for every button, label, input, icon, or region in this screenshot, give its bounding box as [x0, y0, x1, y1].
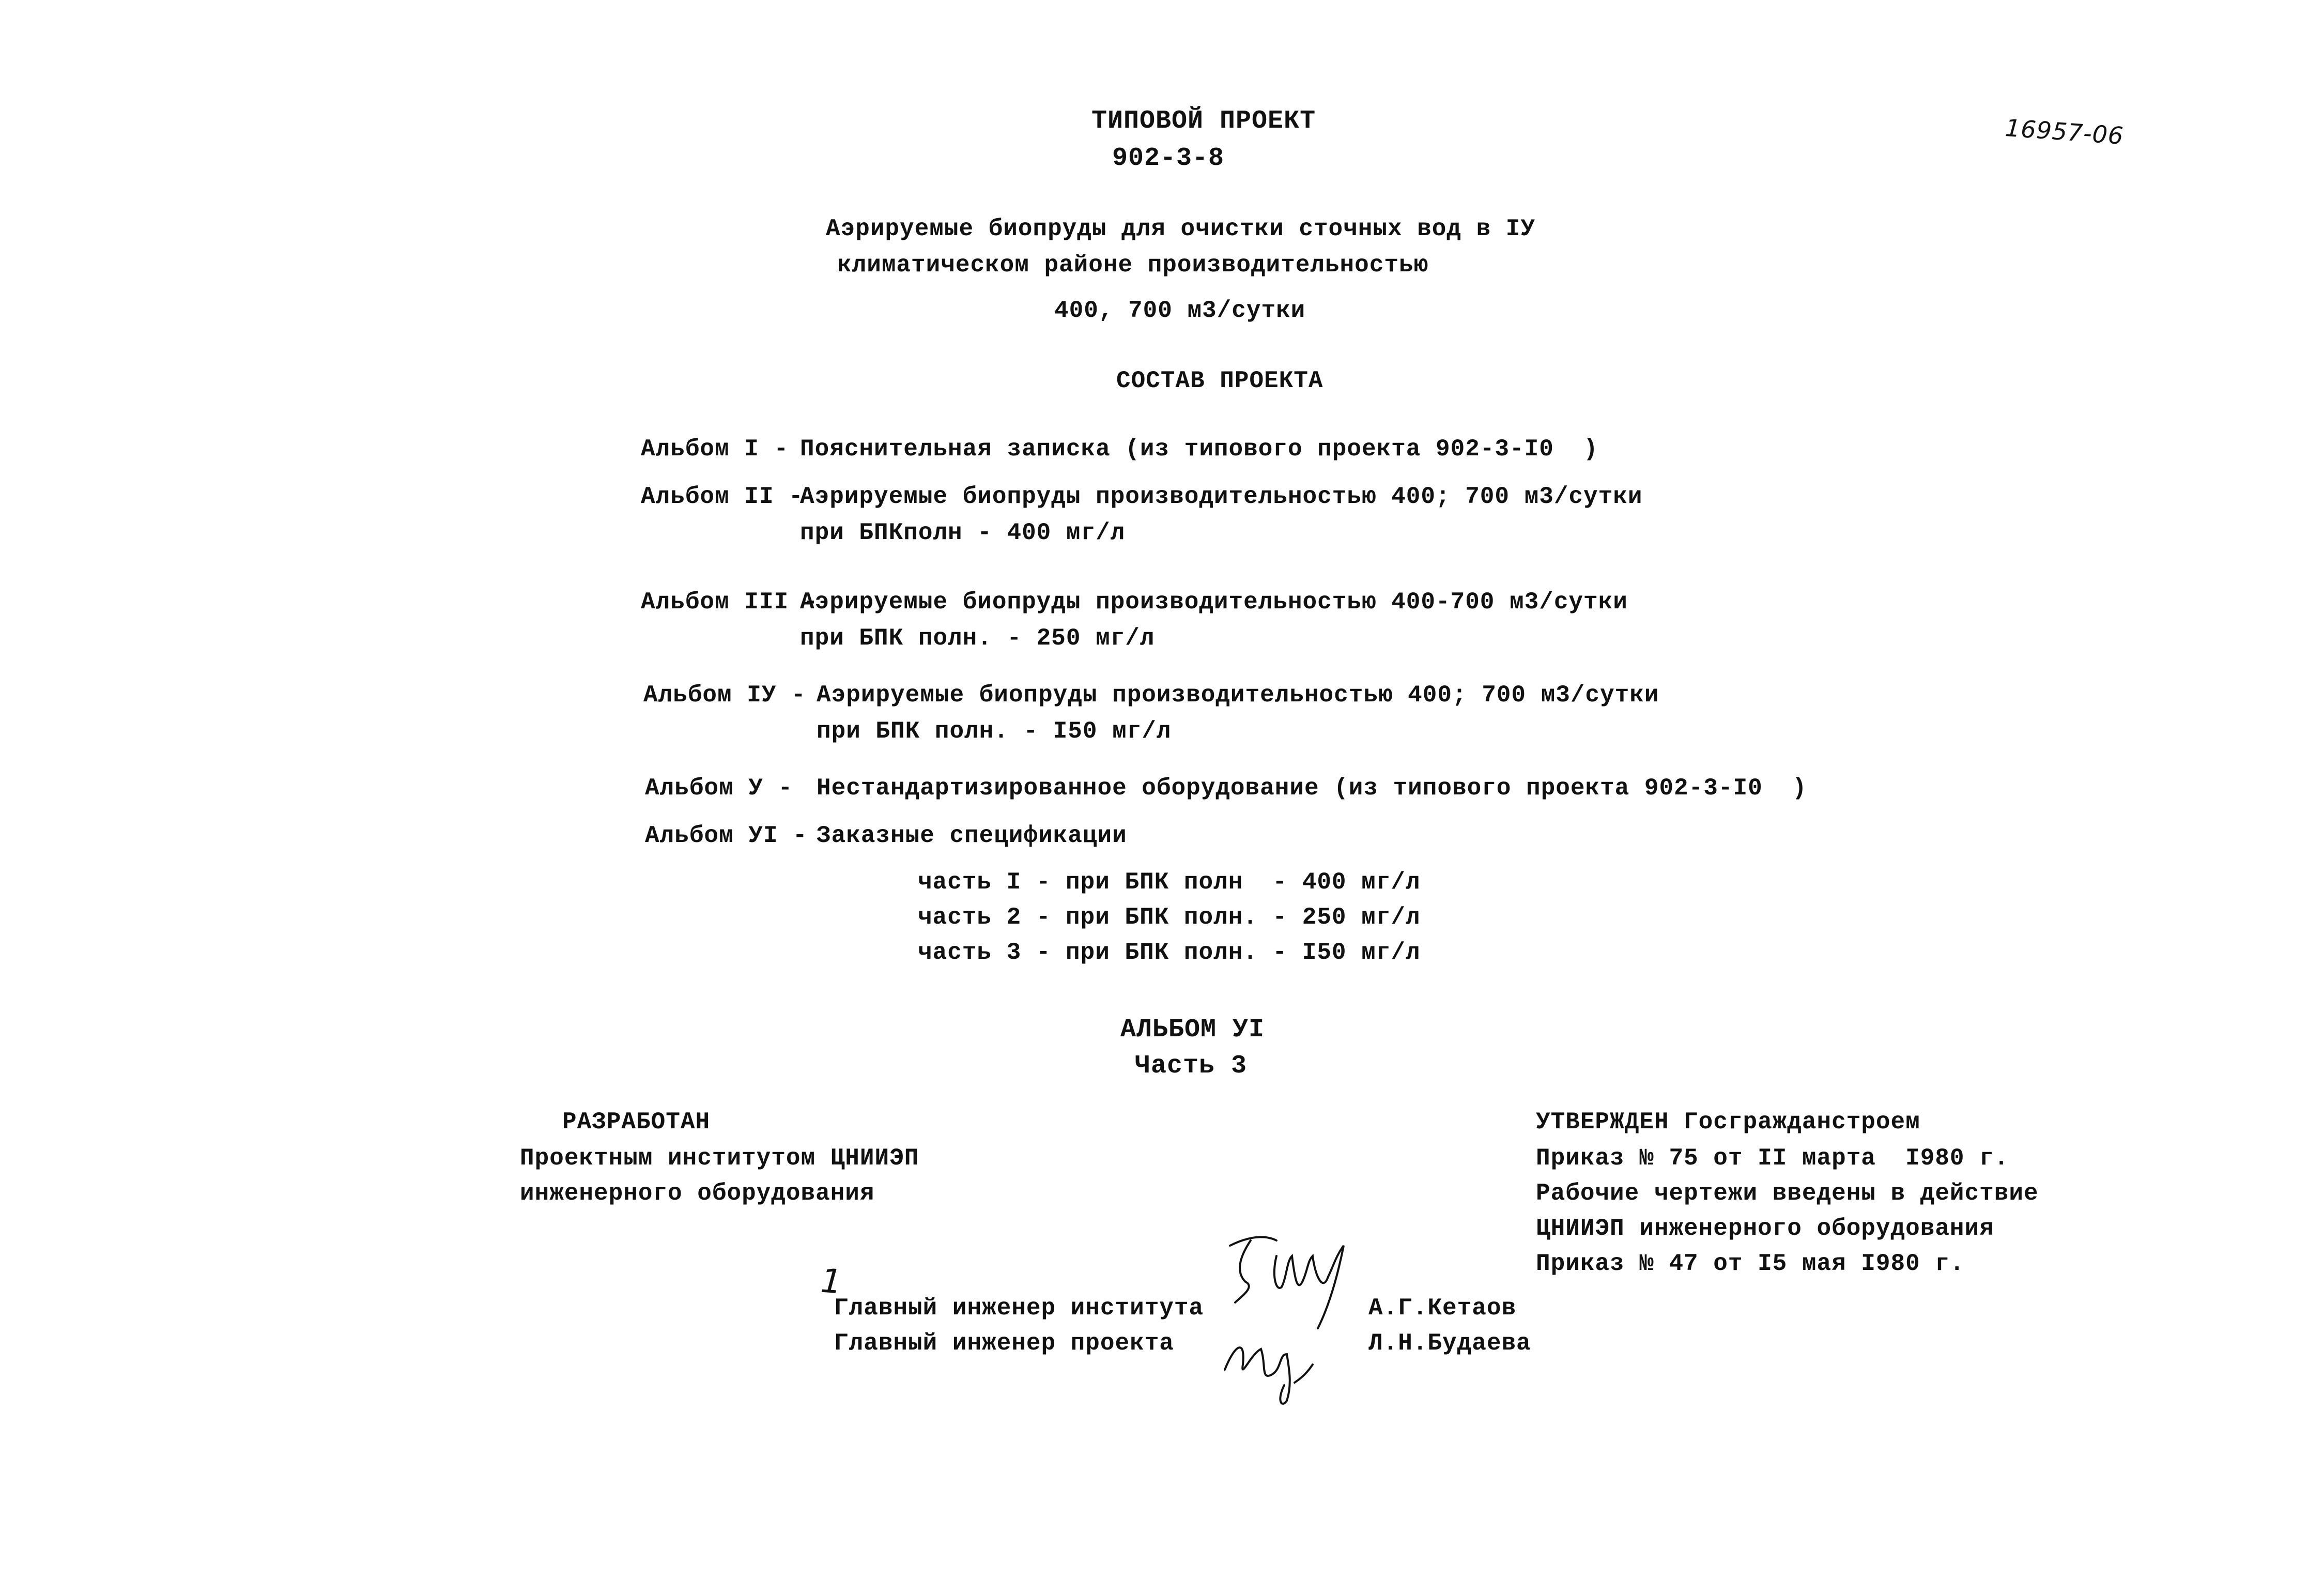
current-part: Часть 3 [1135, 1051, 1248, 1081]
album-4-text: Аэрируемые биопруды производительностью 400; 700 м3/сутки [817, 682, 1659, 709]
developed-line2: инженерного оборудования [520, 1180, 875, 1207]
album-5-label: Альбом У - [645, 775, 793, 802]
chief-engineer-project-role: Главный инженер проекта [834, 1330, 1174, 1357]
project-description-line2: климатическом районе производительностью [837, 252, 1429, 279]
album-4-sub: при БПК полн. - I50 мг/л [817, 718, 1172, 745]
approved-line3: Рабочие чертежи введены в действие [1536, 1180, 2039, 1207]
album-2-label: Альбом II - [641, 483, 804, 510]
album-1-text: Пояснительная записка (из типового проекта 902-3-I0 ) [800, 436, 1598, 463]
album-6-part-3: часть 3 - при БПК полн. - I50 мг/л [918, 939, 1421, 966]
developed-heading: РАЗРАБОТАН [562, 1109, 711, 1136]
approved-line5: Приказ № 47 от I5 мая I980 г. [1536, 1250, 1965, 1277]
signature-ketaov [1220, 1225, 1354, 1339]
project-capacity: 400, 700 м3/сутки [1054, 297, 1306, 324]
approved-line4: ЦНИИЭП инженерного оборудования [1536, 1215, 1994, 1242]
album-4-label: Альбом IУ - [643, 682, 806, 709]
project-number: 902-3-8 [1112, 144, 1225, 173]
album-5-text: Нестандартизированное оборудование (из типового проекта 902-3-I0 ) [817, 775, 1807, 802]
chief-engineer-project-name: Л.Н.Будаева [1368, 1330, 1531, 1357]
album-1-label: Альбом I - [641, 436, 789, 463]
current-album: АЛЬБОМ УI [1120, 1015, 1265, 1045]
chief-engineer-institute-role: Главный инженер института [834, 1295, 1204, 1322]
album-6-part-2: часть 2 - при БПК полн. - 250 мг/л [918, 904, 1421, 931]
developed-line1: Проектным институтом ЦНИИЭП [520, 1145, 919, 1172]
album-6-label: Альбом УI - [645, 822, 808, 849]
handwritten-mark: 1 [819, 1262, 844, 1302]
album-3-text: Аэрируемые биопруды производительностью 400-700 м3/сутки [800, 589, 1628, 616]
album-3-sub: при БПК полн. - 250 мг/л [800, 625, 1155, 652]
project-type-title: ТИПОВОЙ ПРОЕКТ [1091, 106, 1316, 136]
album-6-part-1: часть I - при БПК полн - 400 мг/л [918, 869, 1421, 896]
composition-heading: СОСТАВ ПРОЕКТА [1116, 367, 1323, 394]
project-description-line1: Аэрируемые биопруды для очистки сточных вод в IУ [826, 216, 1536, 242]
chief-engineer-institute-name: А.Г.Кетаов [1368, 1295, 1517, 1322]
approved-line1: УТВЕРЖДЕН Госгражданстроем [1536, 1109, 1920, 1136]
album-6-text: Заказные спецификации [817, 822, 1127, 849]
archive-number: 16957-06 [2004, 114, 2125, 150]
album-2-text: Аэрируемые биопруды производительностью 400; 700 м3/сутки [800, 483, 1643, 510]
signature-budaeva [1214, 1323, 1349, 1411]
album-3-label: Альбом III - [641, 589, 819, 616]
approved-line2: Приказ № 75 от II марта I980 г. [1536, 1145, 2009, 1172]
album-2-sub: при БПКполн - 400 мг/л [800, 519, 1126, 546]
